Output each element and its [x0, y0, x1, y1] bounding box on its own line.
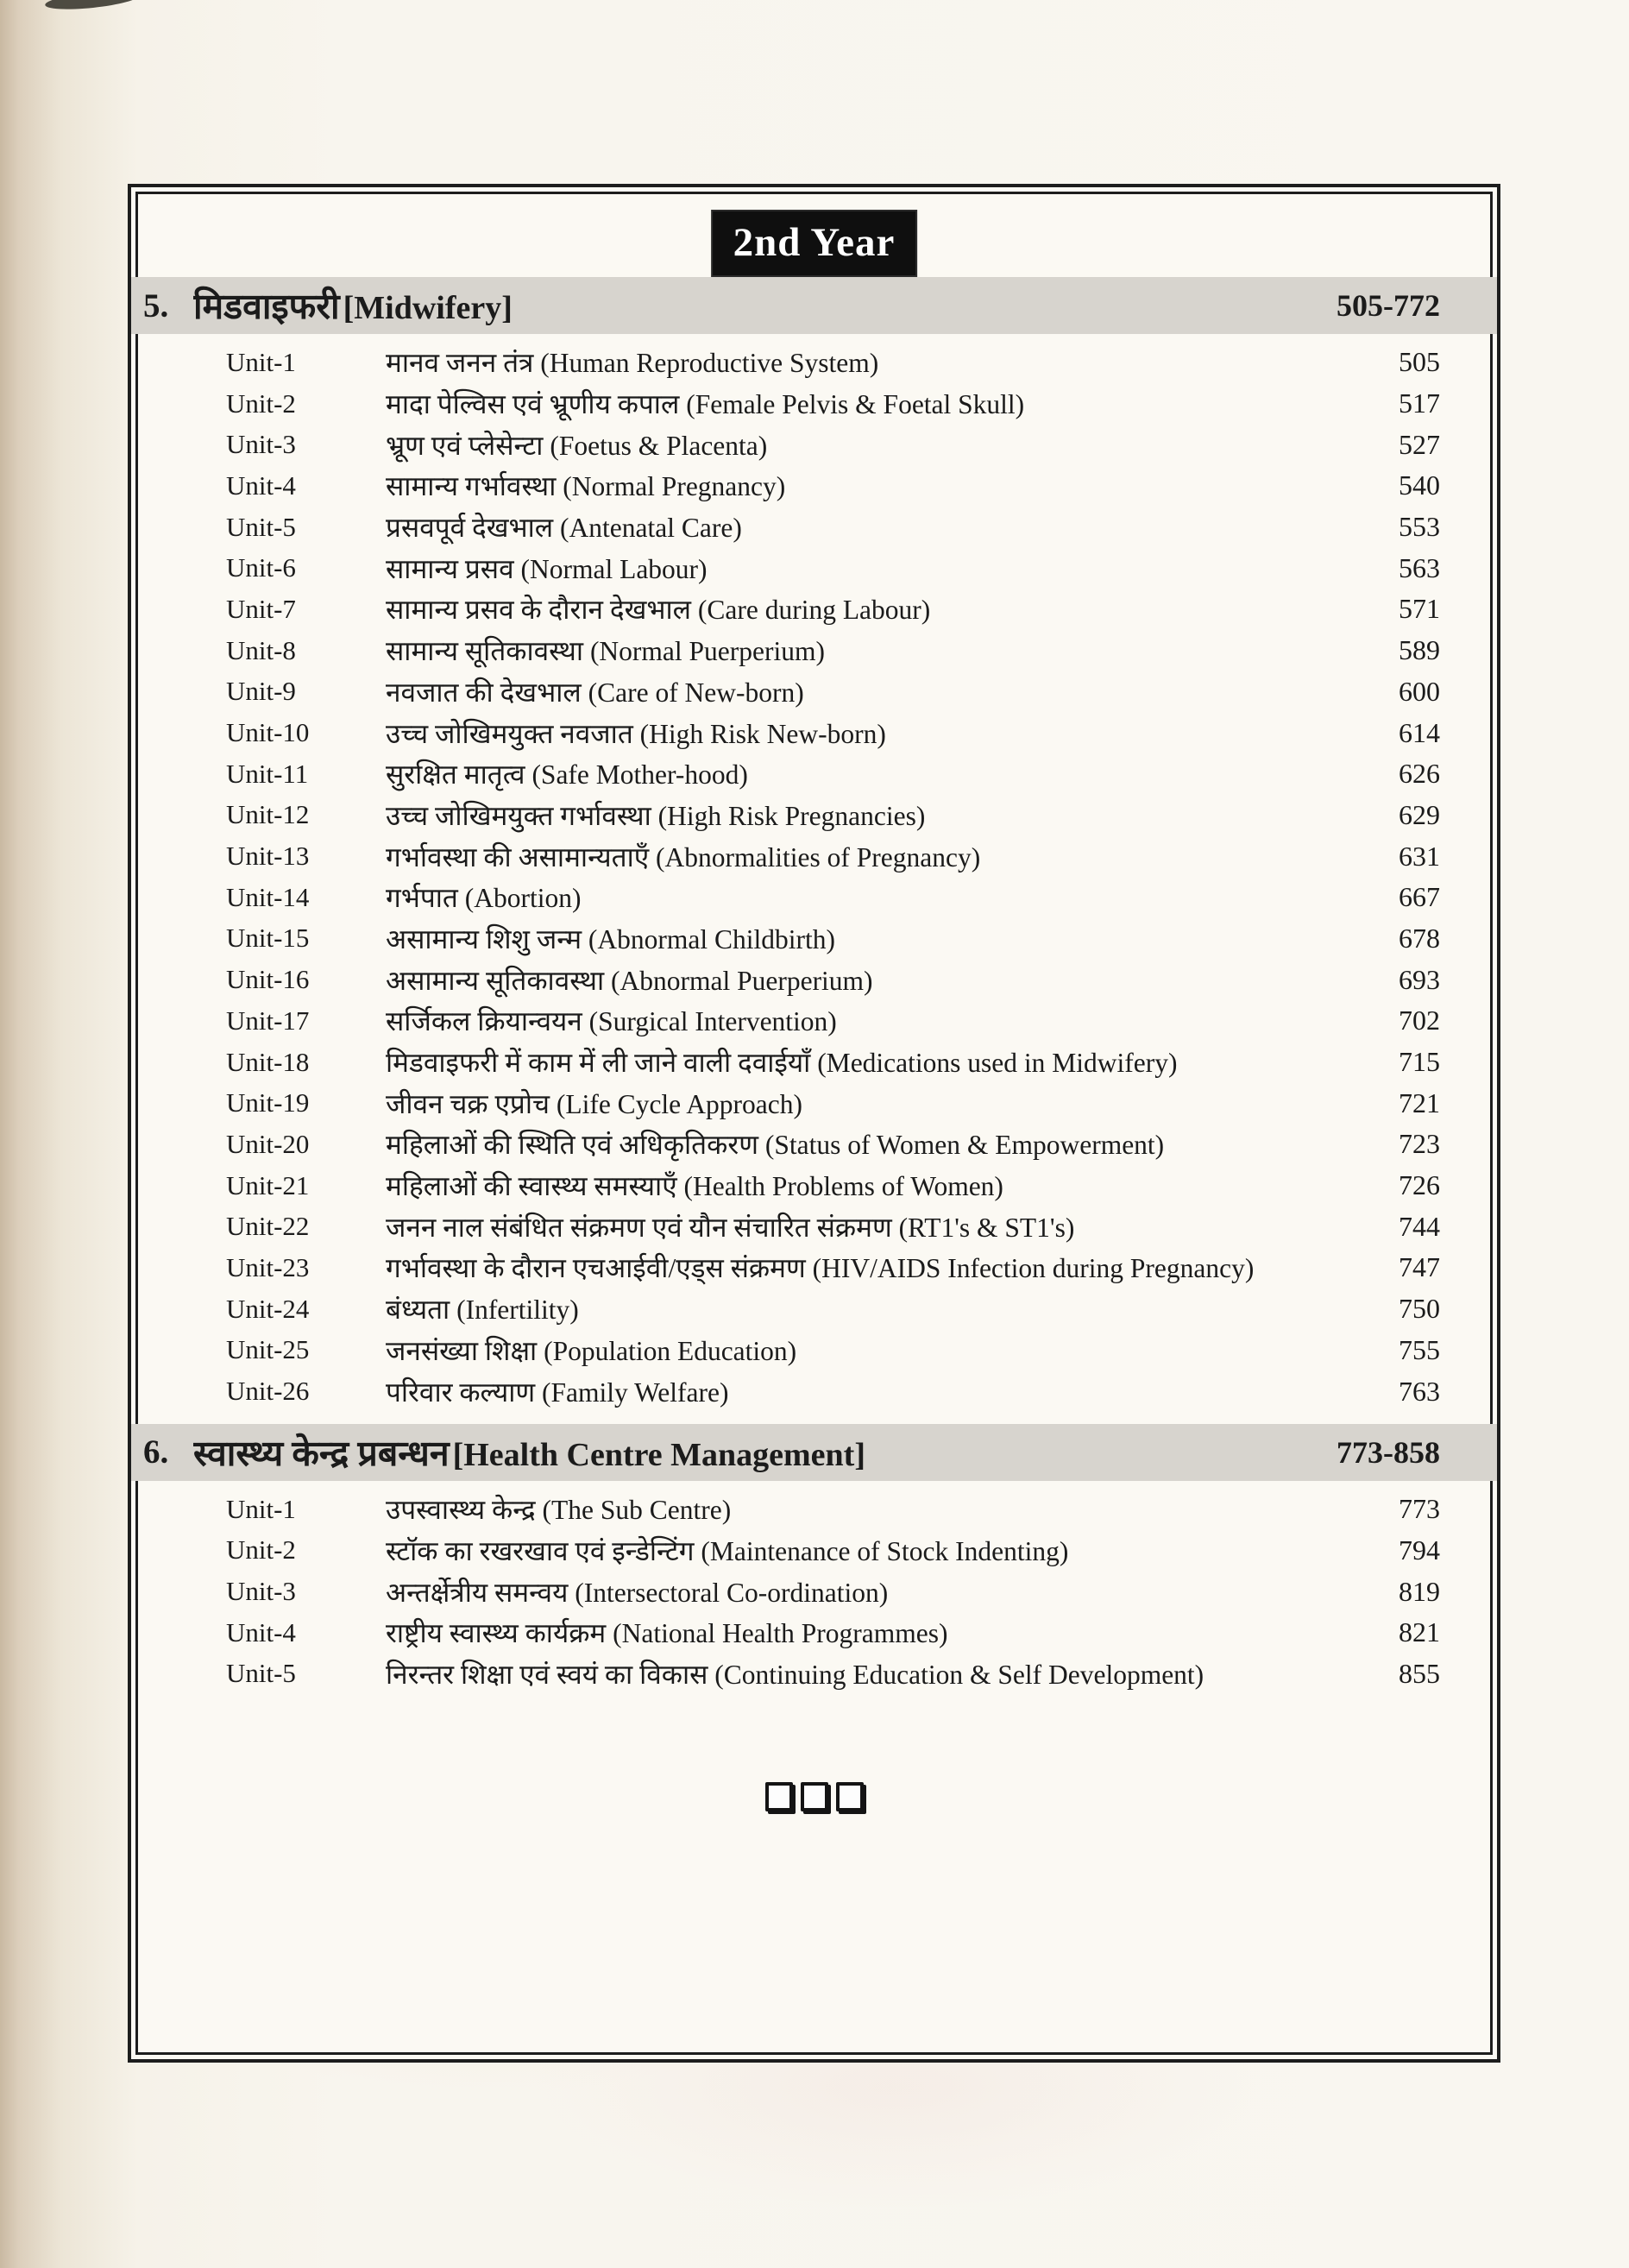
- section-header: [131, 1424, 1497, 1481]
- unit-label: Unit-5: [226, 511, 296, 542]
- unit-page-number: 600: [1399, 675, 1440, 707]
- unit-title: स्टॉक का रखरखाव एवं इन्डेन्टिंग (Maintenance of Stock Indenting): [386, 1535, 1069, 1566]
- unit-page-number: 614: [1399, 716, 1440, 748]
- unit-title: मिडवाइफरी में काम में ली जाने वाली दवाईयाँ (Medications used in Midwifery): [386, 1048, 1178, 1079]
- unit-label: Unit-3: [226, 429, 296, 460]
- unit-label: Unit-6: [226, 552, 296, 583]
- section-number: 5.: [143, 287, 169, 324]
- unit-label: Unit-24: [226, 1293, 310, 1324]
- toc-unit-row: [131, 1082, 1497, 1124]
- unit-title: उपस्वास्थ्य केन्द्र (The Sub Centre): [386, 1495, 732, 1526]
- unit-page-number: 527: [1399, 428, 1440, 460]
- unit-page-number: 571: [1399, 593, 1440, 625]
- unit-title: राष्ट्रीय स्वास्थ्य कार्यक्रम (National Health Programmes): [386, 1618, 948, 1649]
- unit-page-number: 589: [1399, 634, 1440, 666]
- end-square: [765, 1782, 793, 1811]
- table-of-contents: [131, 277, 1497, 1694]
- unit-title: बंध्यता (Infertility): [386, 1295, 579, 1326]
- toc-unit-row: [131, 1165, 1497, 1206]
- unit-title: निरन्तर शिक्षा एवं स्वयं का विकास (Continuing Education & Self Development): [386, 1659, 1204, 1690]
- unit-label: Unit-12: [226, 799, 310, 830]
- unit-title: परिवार कल्याण (Family Welfare): [386, 1377, 729, 1408]
- section-title: [193, 1428, 1319, 1477]
- unit-title: अन्तर्क्षेत्रीय समन्वय (Intersectoral Co-ordination): [386, 1577, 889, 1608]
- unit-title: उच्च जोखिमयुक्त नवजात (High Risk New-born): [386, 718, 886, 749]
- toc-unit-row: [131, 1612, 1497, 1654]
- unit-title: भ्रूण एवं प्लेसेन्टा (Foetus & Placenta): [386, 430, 768, 461]
- unit-page-number: 763: [1399, 1375, 1440, 1407]
- toc-unit-row: [131, 1124, 1497, 1165]
- toc-unit-row: [131, 383, 1497, 425]
- unit-title: सर्जिकल क्रियान्वयन (Surgical Intervention): [386, 1006, 837, 1037]
- section-page-range: 773-858: [1337, 1434, 1440, 1470]
- toc-unit-row: [131, 342, 1497, 383]
- unit-label: Unit-22: [226, 1211, 310, 1242]
- unit-title: सामान्य गर्भावस्था (Normal Pregnancy): [386, 471, 786, 502]
- end-square: [836, 1782, 864, 1811]
- unit-page-number: 721: [1399, 1087, 1440, 1118]
- unit-page-number: 702: [1399, 1005, 1440, 1036]
- section-page-range: 505-772: [1337, 288, 1440, 323]
- unit-title: महिलाओं की स्थिति एवं अधिकृतिकरण (Status of Women & Empowerment): [386, 1130, 1165, 1161]
- unit-label: Unit-17: [226, 1005, 310, 1036]
- unit-page-number: 715: [1399, 1046, 1440, 1078]
- unit-page-number: 794: [1399, 1534, 1440, 1566]
- toc-unit-row: [131, 1042, 1497, 1083]
- section-units: [131, 342, 1497, 1412]
- unit-page-number: 750: [1399, 1293, 1440, 1325]
- unit-page-number: 667: [1399, 881, 1440, 913]
- toc-unit-row: [131, 1489, 1497, 1530]
- unit-page-number: 631: [1399, 840, 1440, 872]
- unit-page-number: 505: [1399, 346, 1440, 378]
- toc-unit-row: [131, 507, 1497, 548]
- unit-label: Unit-3: [226, 1576, 296, 1607]
- unit-label: Unit-2: [226, 1534, 296, 1566]
- toc-unit-row: [131, 1330, 1497, 1371]
- section-units: [131, 1489, 1497, 1694]
- page-border-frame: [128, 184, 1500, 2063]
- unit-label: Unit-21: [226, 1169, 310, 1200]
- toc-unit-row: [131, 835, 1497, 877]
- unit-label: Unit-13: [226, 841, 310, 872]
- unit-title: गर्भावस्था के दौरान एचआईवी/एड्स संक्रमण (HIV/AIDS Infection during Pregnancy): [386, 1253, 1255, 1284]
- unit-label: Unit-7: [226, 593, 296, 624]
- unit-title: उच्च जोखिमयुक्त गर्भावस्था (High Risk Pregnancies): [386, 800, 926, 831]
- section-header: [131, 277, 1497, 334]
- toc-unit-row: [131, 712, 1497, 753]
- scan-corner-artifact: [44, 0, 140, 13]
- unit-title: जनसंख्या शिक्षा (Population Education): [386, 1335, 797, 1366]
- year-banner: 2nd Year: [713, 211, 916, 275]
- toc-unit-row: [131, 1530, 1497, 1572]
- unit-label: Unit-1: [226, 1493, 296, 1524]
- unit-page-number: 773: [1399, 1493, 1440, 1525]
- unit-title: सामान्य सूतिकावस्था (Normal Puerperium): [386, 636, 825, 667]
- unit-label: Unit-20: [226, 1128, 310, 1159]
- unit-page-number: 821: [1399, 1616, 1440, 1648]
- unit-label: Unit-26: [226, 1376, 310, 1407]
- section-title-hindi: मिडवाइफरी: [193, 287, 340, 326]
- unit-label: Unit-15: [226, 923, 310, 954]
- unit-title: महिलाओं की स्वास्थ्य समस्याएँ (Health Problems of Women): [386, 1171, 1003, 1202]
- unit-label: Unit-4: [226, 469, 296, 501]
- unit-title: सामान्य प्रसव के दौरान देखभाल (Care during Labour): [386, 595, 931, 626]
- unit-label: Unit-9: [226, 676, 296, 707]
- unit-label: Unit-10: [226, 717, 310, 748]
- unit-title: गर्भावस्था की असामान्यताएँ (Abnormalities of Pregnancy): [386, 841, 981, 873]
- unit-label: Unit-14: [226, 881, 310, 912]
- unit-page-number: 517: [1399, 387, 1440, 419]
- unit-page-number: 744: [1399, 1210, 1440, 1242]
- unit-label: Unit-1: [226, 346, 296, 377]
- unit-label: Unit-25: [226, 1334, 310, 1365]
- end-square: [801, 1782, 828, 1811]
- unit-label: Unit-2: [226, 387, 296, 419]
- unit-title: जीवन चक्र एप्रोच (Life Cycle Approach): [386, 1088, 802, 1119]
- toc-unit-row: [131, 1571, 1497, 1612]
- unit-page-number: 626: [1399, 758, 1440, 790]
- unit-title: मानव जनन तंत्र (Human Reproductive System): [386, 348, 879, 379]
- unit-title: असामान्य सूतिकावस्था (Abnormal Puerperium): [386, 965, 873, 996]
- unit-title: नवजात की देखभाल (Care of New-born): [386, 677, 804, 708]
- unit-label: Unit-16: [226, 964, 310, 995]
- unit-page-number: 755: [1399, 1333, 1440, 1365]
- unit-title: सुरक्षित मातृत्व (Safe Mother-hood): [386, 759, 748, 791]
- toc-unit-row: [131, 877, 1497, 918]
- unit-page-number: 693: [1399, 963, 1440, 995]
- unit-page-number: 553: [1399, 511, 1440, 543]
- unit-title: असामान्य शिशु जन्म (Abnormal Childbirth): [386, 923, 836, 954]
- toc-section: [131, 1424, 1497, 1694]
- toc-unit-row: [131, 630, 1497, 671]
- section-title-english: [Midwifery]: [343, 290, 513, 326]
- toc-unit-row: [131, 424, 1497, 465]
- toc-unit-row: [131, 918, 1497, 960]
- unit-page-number: 819: [1399, 1575, 1440, 1607]
- toc-section: [131, 277, 1497, 1412]
- unit-page-number: 563: [1399, 551, 1440, 583]
- unit-label: Unit-11: [226, 758, 309, 789]
- toc-unit-row: [131, 1288, 1497, 1330]
- unit-title: मादा पेल्विस एवं भ्रूणीय कपाल (Female Pelvis & Foetal Skull): [386, 389, 1025, 420]
- unit-page-number: 629: [1399, 798, 1440, 830]
- unit-title: गर्भपात (Abortion): [386, 883, 582, 914]
- unit-label: Unit-4: [226, 1616, 296, 1647]
- unit-title: सामान्य प्रसव (Normal Labour): [386, 553, 708, 584]
- unit-label: Unit-5: [226, 1658, 296, 1689]
- unit-title: प्रसवपूर्व देखभाल (Antenatal Care): [386, 513, 742, 544]
- toc-unit-row: [131, 959, 1497, 1000]
- unit-label: Unit-18: [226, 1046, 310, 1077]
- toc-unit-row: [131, 1247, 1497, 1288]
- unit-page-number: 678: [1399, 922, 1440, 954]
- toc-unit-row: [131, 1000, 1497, 1042]
- unit-label: Unit-19: [226, 1087, 310, 1118]
- toc-unit-row: [131, 1206, 1497, 1247]
- unit-label: Unit-8: [226, 634, 296, 665]
- toc-unit-row: [131, 589, 1497, 630]
- section-title: [193, 281, 1319, 330]
- toc-unit-row: [131, 547, 1497, 589]
- section-title-hindi: स्वास्थ्य केन्द्र प्रबन्धन: [193, 1433, 450, 1473]
- unit-page-number: 747: [1399, 1251, 1440, 1283]
- unit-title: जनन नाल संबंधित संक्रमण एवं यौन संचारित संक्रमण (RT1's & ST1's): [386, 1212, 1075, 1243]
- unit-page-number: 540: [1399, 469, 1440, 501]
- toc-unit-row: [131, 671, 1497, 713]
- toc-unit-row: [131, 753, 1497, 795]
- section-title-english: [Health Centre Management]: [452, 1436, 865, 1473]
- toc-unit-row: [131, 795, 1497, 836]
- unit-page-number: 723: [1399, 1128, 1440, 1160]
- unit-page-number: 855: [1399, 1657, 1440, 1689]
- unit-page-number: 726: [1399, 1169, 1440, 1201]
- toc-unit-row: [131, 1370, 1497, 1412]
- toc-unit-row: [131, 1654, 1497, 1695]
- unit-label: Unit-23: [226, 1251, 310, 1282]
- section-number: 6.: [143, 1433, 169, 1471]
- end-of-contents-mark: [765, 1782, 864, 1811]
- toc-unit-row: [131, 465, 1497, 507]
